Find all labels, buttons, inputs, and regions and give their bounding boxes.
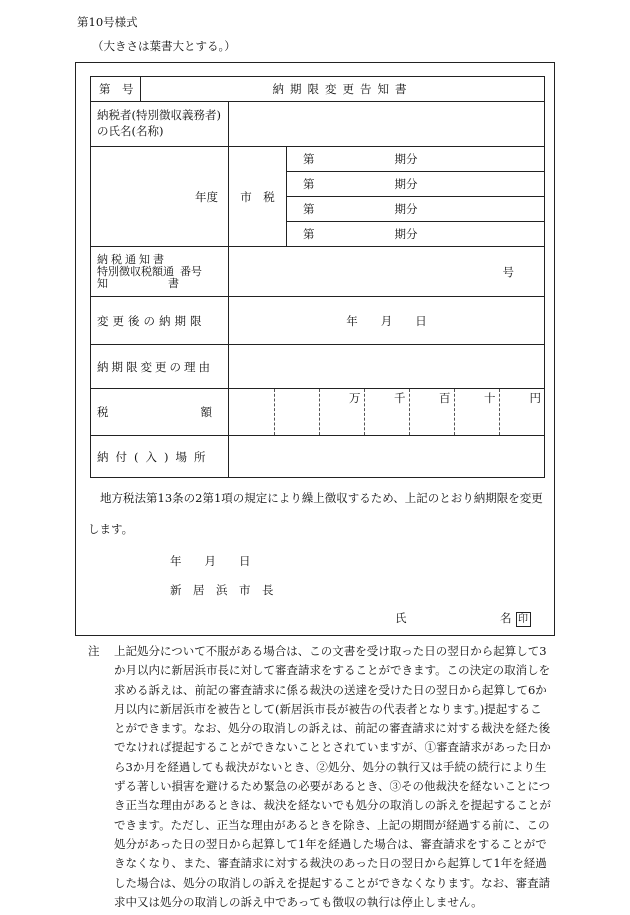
notes bbox=[88, 642, 553, 912]
statement-line-1: 地方税法第13条の2第1項の規定により繰上徴収するため、上記のとおり納期限を変更 bbox=[100, 491, 543, 505]
tax-digit-cell: 円 bbox=[499, 389, 544, 435]
new-deadline-value[interactable]: 年 月 日 bbox=[229, 297, 545, 345]
city-tax-label: 市 税 bbox=[229, 147, 287, 247]
reason-label: 納期限変更の理由 bbox=[91, 345, 229, 389]
notice-number-value[interactable]: 号 bbox=[229, 247, 545, 297]
number-label: 第 号 bbox=[91, 77, 141, 102]
tax-digit-cell bbox=[274, 389, 319, 435]
period-row-3[interactable]: 第 期分 bbox=[287, 197, 545, 222]
name-label-1: 氏 bbox=[395, 611, 407, 625]
notice-label: 納税通知書 特別徴収税額通 番号 知 書 bbox=[91, 247, 229, 297]
taxpayer-value[interactable] bbox=[229, 102, 545, 147]
tax-digit-cell: 十 bbox=[454, 389, 499, 435]
period-row-2[interactable]: 第 期分 bbox=[287, 172, 545, 197]
name-label-2: 名 印 bbox=[500, 610, 531, 627]
tax-digit-cell: 千 bbox=[364, 389, 409, 435]
payment-place-value[interactable] bbox=[229, 436, 545, 478]
reason-value[interactable] bbox=[229, 345, 545, 389]
year-label: 年度 bbox=[91, 147, 229, 247]
tax-digit-cell: 百 bbox=[409, 389, 454, 435]
notes-head: 注 bbox=[88, 644, 100, 658]
seal-icon: 印 bbox=[516, 612, 531, 627]
issuer: 新 居 浜 市 長 bbox=[170, 583, 274, 597]
period-row-4[interactable]: 第 期分 bbox=[287, 222, 545, 247]
size-note: （大きさは葉書大とする。） bbox=[92, 39, 236, 53]
tax-digit-cell bbox=[229, 389, 274, 435]
issue-date: 年 月 日 bbox=[170, 554, 251, 568]
payment-place-label: 納付(入)場所 bbox=[91, 436, 229, 478]
notes-text: 上記処分について不服がある場合は、この文書を受け取った日の翌日から起算して3か月以内に新居浜市長に対して審査請求をすることができます。この決定の取消しを求める訴えは、前記の審査請求に係る裁決の送達を受けた日の翌日から起算して6か月以内に新居浜市を被告として(新居浜市長が被告の代表者となります。)提起することができます。なお、処分の取消しの訴えは、前記の審査請求に対する裁決を経た後でなければ提起することができないこととされていますが、①審査請求があった日から3か月を経過しても裁決がないとき、②処分、処分の執行又は手続の続行により生ずる著しい損害を避けるため緊急の必要があるとき、③その他裁決を経ないことにつき正当な理由があるときは、裁決を経ないでも処分の取消しの訴えを提起することができます。ただし、正当な理由があるときを除き、上記の期間が経過する前に、この処分があった日の翌日から起算して1年を経過した場合は、審査請求をすることができなくなり、また、審査請求に対する裁決のあった日の翌日から起算して1年を経過した場合は、処分の取消しの訴えを提起することができなくなります。なお、審査請求中又は処分の取消しの訴え中であっても徴収の執行は停止しません。 bbox=[114, 644, 551, 909]
notice-title: 納期限変更告知書 bbox=[141, 77, 545, 102]
notice-table bbox=[90, 76, 545, 478]
tax-amount-value[interactable] bbox=[229, 389, 545, 436]
tax-amount-label: 税 額 bbox=[91, 389, 229, 436]
period-row-1[interactable]: 第 期分 bbox=[287, 147, 545, 172]
new-deadline-label: 変更後の納期限 bbox=[91, 297, 229, 345]
tax-digit-cell: 万 bbox=[319, 389, 364, 435]
form-number: 第10号様式 bbox=[77, 15, 138, 29]
statement-line-2: します。 bbox=[88, 522, 134, 536]
taxpayer-label: 納税者(特別徴収義務者)の氏名(名称) bbox=[91, 102, 229, 147]
